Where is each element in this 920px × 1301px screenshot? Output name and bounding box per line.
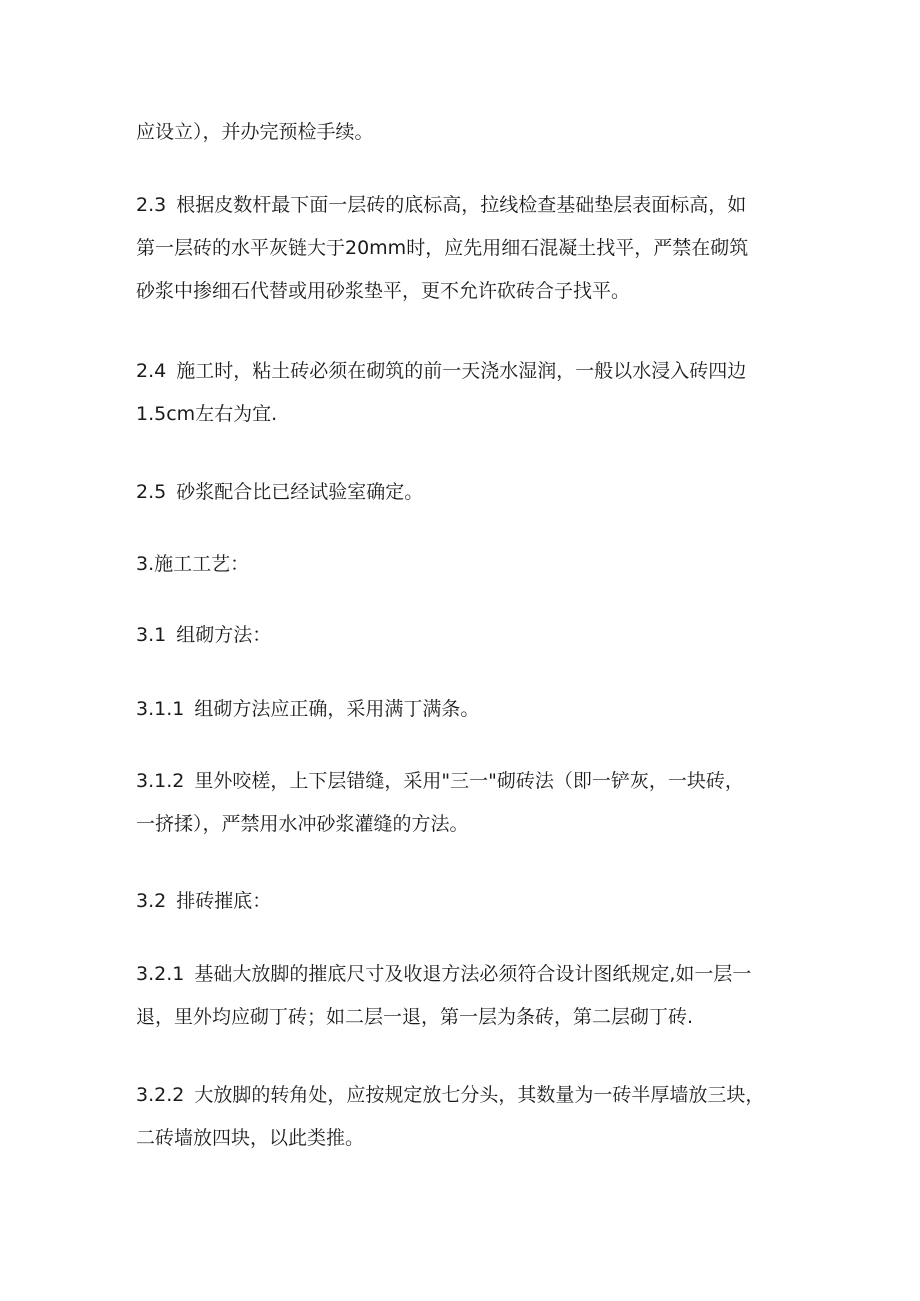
text-line: 3.1 组砌方法： [136,614,796,657]
text-line: 二砖墙放四块，以此类推。 [136,1127,365,1149]
text-line: 3.2.2 大放脚的转角处，应按规定放七分头，其数量为一砖半厚墙放三块， [136,1074,796,1117]
paragraph-3-1-2 [136,760,796,846]
section-number: 2.3 [136,194,167,216]
section-number: 3.2.2 [136,1084,185,1106]
section-number: 3.2.1 [136,963,185,985]
section-number: 2.4 [136,360,167,382]
section-heading-3 [136,543,796,586]
section-number: 3.1.1 [136,698,185,720]
text-line: 一挤揉），严禁用水冲砂浆灌缝的方法。 [136,813,469,835]
section-number: 3.1 [136,624,167,646]
section-number: 2.5 [136,481,167,503]
text-line: 3.1.1 组砌方法应正确，采用满丁满条。 [136,688,796,731]
text-line: 3.2.1 基础大放脚的摧底尺寸及收退方法必须符合设计图纸规定,如一层一 [136,953,796,996]
paragraph-3-2-1 [136,953,796,1039]
paragraph-3-2 [136,880,796,923]
paragraph-3-2-2 [136,1074,796,1160]
text-line: 砂浆中掺细石代替或用砂浆垫平，更不允许砍砖合子找平。 [136,280,631,302]
text-line: 应设立），并办完预检手续。 [136,121,374,143]
text-line: 3.2 排砖摧底： [136,880,796,923]
section-number: 3.2 [136,890,167,912]
paragraph-2-3 [136,184,796,313]
text-line: 2.4 施工时，粘土砖必须在砌筑的前一天浇水湿润，一般以水浸入砖四边 [136,350,796,393]
text-line: 3.1.2 里外咬槎，上下层错缝，采用"三一"砌砖法（即一铲灰，一块砖， [136,760,796,803]
paragraph-3-1 [136,614,796,657]
text-line: 第一层砖的水平灰链大于20mm时，应先用细石混凝土找平，严禁在砌筑 [136,237,749,259]
text-line: 2.3 根据皮数杆最下面一层砖的底标高，拉线检查基础垫层表面标高，如 [136,184,796,227]
text-line: 2.5 砂浆配合比已经试验室确定。 [136,471,796,514]
paragraph-2-5 [136,471,796,514]
text-line: 退，里外均应砌丁砖；如二层一退，第一层为条砖，第二层砌丁砖. [136,1006,694,1028]
text-line: 1.5cm左右为宜. [136,403,278,425]
paragraph-2-4 [136,350,796,436]
paragraph-continuation [136,111,796,154]
paragraph-3-1-1 [136,688,796,731]
section-number: 3.1.2 [136,770,185,792]
text-line: 3.施工工艺： [136,553,250,575]
